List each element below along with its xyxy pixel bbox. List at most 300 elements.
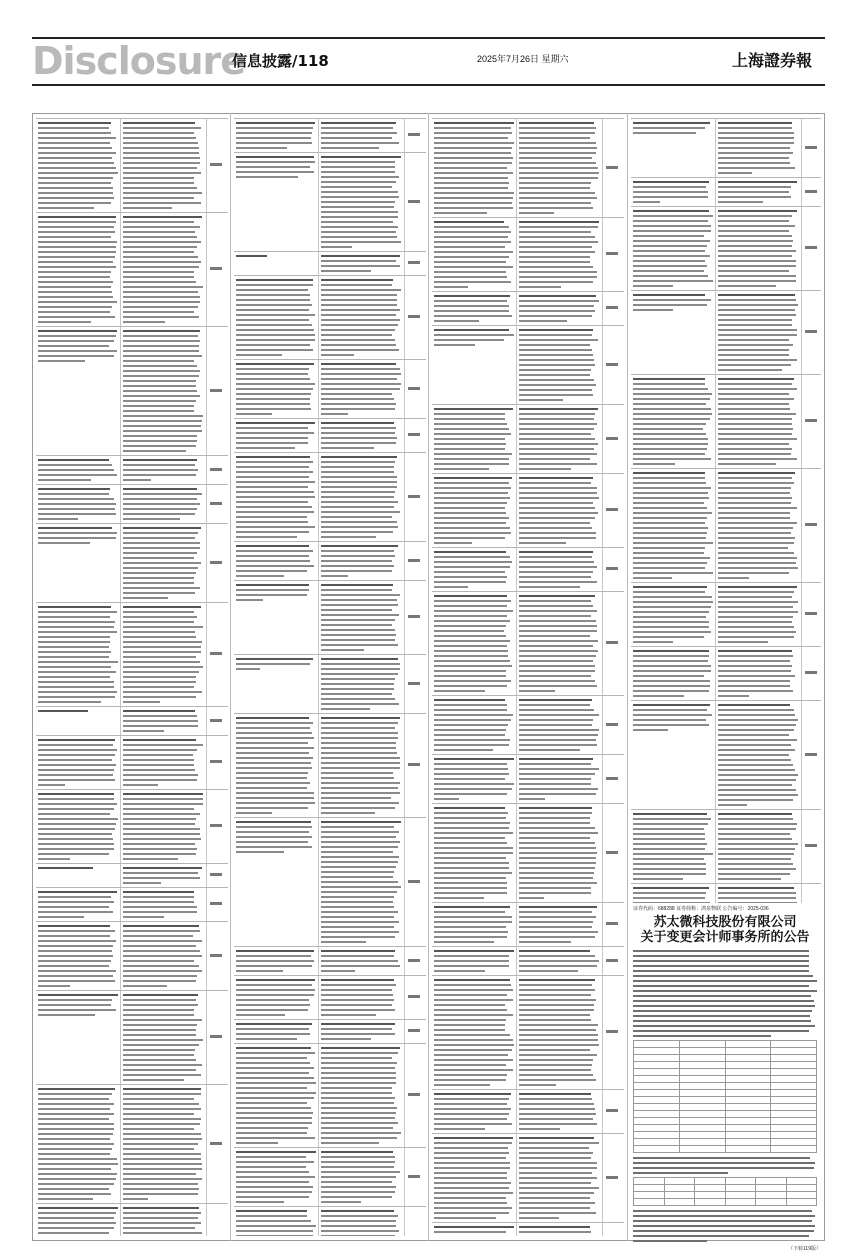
table-cell xyxy=(786,1178,817,1185)
text-line xyxy=(38,803,117,805)
text-line xyxy=(321,324,398,326)
text-line xyxy=(434,1059,513,1061)
text-line xyxy=(718,532,791,534)
text-line xyxy=(519,448,594,450)
text-line xyxy=(236,339,315,341)
text-line xyxy=(321,950,395,952)
text-line xyxy=(38,508,115,510)
text-line xyxy=(38,858,70,860)
text-line xyxy=(123,167,197,169)
text-line xyxy=(123,1009,194,1011)
text-line xyxy=(718,878,781,880)
text-line xyxy=(434,315,512,317)
text-line xyxy=(434,246,505,248)
text-line xyxy=(321,772,393,774)
text-line xyxy=(38,256,115,258)
text-line xyxy=(633,235,704,237)
text-line xyxy=(718,641,768,643)
text-line xyxy=(434,763,507,765)
text-line xyxy=(718,631,796,633)
text-line xyxy=(519,1157,591,1159)
change-type-marker xyxy=(606,1030,618,1033)
text-line xyxy=(718,235,792,237)
text-line xyxy=(321,979,394,981)
text-line xyxy=(38,488,110,490)
text-line xyxy=(434,142,514,144)
clause-text xyxy=(236,950,316,975)
text-line xyxy=(236,456,310,458)
text-line xyxy=(519,551,593,553)
text-line xyxy=(718,621,792,623)
text-line xyxy=(633,225,711,227)
table-row xyxy=(234,580,426,655)
clause-text xyxy=(434,122,514,217)
text-line xyxy=(236,147,287,149)
text-line xyxy=(519,236,595,238)
text-line xyxy=(434,344,475,346)
clause-text xyxy=(519,1226,599,1236)
text-line xyxy=(236,970,283,972)
text-line xyxy=(123,1148,194,1150)
text-line xyxy=(236,1097,314,1099)
clause-text xyxy=(633,650,713,700)
text-line xyxy=(123,187,197,189)
text-line xyxy=(38,1014,95,1016)
text-line xyxy=(38,769,114,771)
change-type-marker xyxy=(805,190,817,193)
text-line xyxy=(321,1210,394,1212)
text-line xyxy=(321,604,398,606)
text-line xyxy=(321,599,397,601)
clause-text xyxy=(434,807,514,902)
text-line xyxy=(519,670,595,672)
text-line xyxy=(38,464,112,466)
text-line xyxy=(519,1182,591,1184)
text-line xyxy=(321,970,355,972)
text-line xyxy=(321,871,394,873)
text-line xyxy=(236,526,315,528)
text-line xyxy=(434,537,505,539)
text-line xyxy=(38,1198,93,1200)
text-line xyxy=(633,1230,814,1232)
text-line xyxy=(236,1102,307,1104)
text-line xyxy=(123,720,198,722)
text-line xyxy=(718,191,789,193)
text-line xyxy=(321,752,397,754)
text-line xyxy=(38,187,113,189)
text-line xyxy=(718,660,790,662)
text-line xyxy=(434,852,513,854)
text-line xyxy=(236,737,314,739)
table-cell xyxy=(634,1139,680,1146)
table-cell xyxy=(634,1076,680,1083)
text-line xyxy=(236,383,315,385)
text-line xyxy=(123,370,200,372)
text-line xyxy=(434,576,507,578)
text-line xyxy=(434,147,512,149)
clause-text xyxy=(434,979,514,1089)
text-line xyxy=(519,1054,597,1056)
text-line xyxy=(519,1049,590,1051)
clause-text xyxy=(321,255,401,275)
table-row xyxy=(634,1055,817,1062)
table-cell xyxy=(634,1090,680,1097)
text-line xyxy=(519,527,592,529)
text-line xyxy=(123,641,202,643)
text-line xyxy=(236,797,314,799)
text-line xyxy=(718,572,789,574)
text-line xyxy=(434,581,506,583)
text-line xyxy=(434,660,510,662)
text-line xyxy=(236,1023,312,1025)
table-row xyxy=(631,374,821,469)
text-line xyxy=(434,192,514,194)
text-line xyxy=(434,551,506,553)
text-line xyxy=(236,176,298,178)
text-line xyxy=(434,561,512,563)
text-line xyxy=(321,521,397,523)
text-line xyxy=(633,631,711,633)
text-line xyxy=(38,833,112,835)
text-line xyxy=(718,685,790,687)
text-line xyxy=(123,935,193,937)
text-column-4 xyxy=(631,118,821,903)
change-type-marker xyxy=(210,1142,222,1145)
clause-text xyxy=(236,422,316,452)
table-cell xyxy=(634,1199,665,1206)
text-line xyxy=(321,1112,396,1114)
text-line xyxy=(718,749,795,751)
text-line xyxy=(38,985,70,987)
clause-text xyxy=(718,472,798,582)
table-row xyxy=(36,326,228,456)
text-line xyxy=(321,851,393,853)
text-line xyxy=(321,211,398,213)
table-cell xyxy=(695,1185,726,1192)
text-line xyxy=(236,826,312,828)
text-line xyxy=(434,1226,514,1228)
text-line xyxy=(434,872,512,874)
text-line xyxy=(633,1172,728,1174)
notice-body-continued xyxy=(633,1157,817,1174)
text-line xyxy=(633,1235,809,1237)
text-line xyxy=(321,236,397,238)
text-line xyxy=(434,1187,509,1189)
text-line xyxy=(123,122,195,124)
text-line xyxy=(123,853,196,855)
text-line xyxy=(236,1176,315,1178)
text-line xyxy=(123,537,195,539)
text-line xyxy=(123,626,203,628)
table-row xyxy=(234,946,426,976)
text-line xyxy=(718,794,798,796)
text-line xyxy=(236,589,309,591)
clause-text xyxy=(38,488,118,523)
text-line xyxy=(38,157,112,159)
text-line xyxy=(519,251,595,253)
text-line xyxy=(123,1118,201,1120)
text-line xyxy=(519,635,590,637)
text-line xyxy=(434,433,511,435)
table-row xyxy=(634,1076,817,1083)
text-line xyxy=(633,990,817,992)
text-line xyxy=(123,838,201,840)
text-line xyxy=(633,641,673,643)
text-line xyxy=(519,246,592,248)
text-line xyxy=(123,793,203,795)
text-line xyxy=(633,636,704,638)
text-line xyxy=(38,1113,114,1115)
text-line xyxy=(236,481,315,483)
text-line xyxy=(38,994,118,996)
text-line xyxy=(633,695,684,697)
text-line xyxy=(123,656,196,658)
text-line xyxy=(434,1093,511,1095)
text-line xyxy=(434,960,509,962)
text-line xyxy=(633,294,705,296)
text-line xyxy=(123,960,194,962)
text-line xyxy=(434,1182,511,1184)
text-line xyxy=(434,1009,507,1011)
text-line xyxy=(236,354,282,356)
text-line xyxy=(38,626,114,628)
table-cell xyxy=(771,1076,817,1083)
text-line xyxy=(519,1098,592,1100)
text-line xyxy=(38,306,112,308)
text-line xyxy=(633,729,668,731)
text-line xyxy=(123,1088,201,1090)
text-line xyxy=(718,314,796,316)
text-line xyxy=(321,1235,395,1236)
text-line xyxy=(38,691,117,693)
text-line xyxy=(519,921,593,923)
text-line xyxy=(123,527,201,529)
text-line xyxy=(38,965,109,967)
text-line xyxy=(38,142,110,144)
text-line xyxy=(123,577,194,579)
text-line xyxy=(236,398,310,400)
change-type-marker xyxy=(210,954,222,957)
text-line xyxy=(236,550,313,552)
text-line xyxy=(38,774,113,776)
text-line xyxy=(633,897,705,899)
text-line xyxy=(718,650,792,652)
table-cell xyxy=(771,1048,817,1055)
clause-text xyxy=(519,221,599,291)
table-row xyxy=(234,1043,426,1148)
text-line xyxy=(236,349,313,351)
text-line xyxy=(434,1217,496,1219)
text-line xyxy=(718,423,792,425)
text-line xyxy=(434,522,506,524)
table-row xyxy=(36,990,228,1085)
text-line xyxy=(321,550,394,552)
text-line xyxy=(236,722,313,724)
text-line xyxy=(633,1025,815,1027)
text-line xyxy=(321,398,394,400)
text-line xyxy=(633,210,709,212)
text-line xyxy=(519,384,596,386)
clause-text xyxy=(236,545,316,580)
text-line xyxy=(236,1201,284,1203)
clause-text xyxy=(434,950,514,975)
text-line xyxy=(236,1107,311,1109)
text-line xyxy=(434,221,504,223)
text-line xyxy=(718,769,795,771)
text-line xyxy=(123,440,197,442)
text-line xyxy=(519,1093,591,1095)
text-line xyxy=(321,531,393,533)
text-line xyxy=(718,403,789,405)
text-line xyxy=(718,586,797,588)
text-line xyxy=(519,344,590,346)
text-line xyxy=(123,965,199,967)
text-line xyxy=(434,212,487,214)
text-line xyxy=(718,744,791,746)
text-line xyxy=(236,1092,316,1094)
clause-text xyxy=(633,294,713,314)
text-line xyxy=(718,709,794,711)
text-line xyxy=(633,477,705,479)
change-type-marker xyxy=(210,1035,222,1038)
change-type-marker xyxy=(408,133,420,136)
text-line xyxy=(321,491,395,493)
text-line xyxy=(633,1210,812,1212)
text-line xyxy=(38,631,117,633)
text-line xyxy=(321,378,397,380)
clause-text xyxy=(236,279,316,359)
text-line xyxy=(236,575,284,577)
text-line xyxy=(123,1024,197,1026)
text-line xyxy=(38,360,85,362)
clause-text xyxy=(321,156,401,251)
text-line xyxy=(38,167,116,169)
text-line xyxy=(434,1147,508,1149)
text-line xyxy=(434,1103,507,1105)
text-line xyxy=(434,202,512,204)
change-type-marker xyxy=(805,671,817,674)
text-line xyxy=(519,413,595,415)
text-line xyxy=(519,453,597,455)
text-line xyxy=(321,137,392,139)
text-line xyxy=(434,832,513,834)
text-line xyxy=(236,1181,309,1183)
text-line xyxy=(321,309,400,311)
table-row xyxy=(432,902,624,947)
text-line xyxy=(633,970,809,972)
table-cell xyxy=(725,1090,771,1097)
text-line xyxy=(236,289,308,291)
table-cell xyxy=(634,1185,665,1192)
change-type-marker xyxy=(408,1093,420,1096)
table-cell xyxy=(771,1083,817,1090)
text-line xyxy=(434,251,513,253)
text-line xyxy=(519,640,598,642)
text-line xyxy=(718,719,798,721)
clause-text xyxy=(718,586,798,646)
text-line xyxy=(633,275,708,277)
text-line xyxy=(38,1173,117,1175)
table-cell xyxy=(634,1041,680,1048)
table-cell xyxy=(771,1062,817,1069)
text-line xyxy=(123,1193,198,1195)
text-line xyxy=(236,762,311,764)
text-line xyxy=(434,877,506,879)
text-line xyxy=(718,413,796,415)
text-line xyxy=(434,1004,505,1006)
text-line xyxy=(123,1113,194,1115)
text-line xyxy=(236,545,309,547)
text-line xyxy=(123,182,194,184)
text-line xyxy=(123,970,202,972)
table-cell xyxy=(634,1118,680,1125)
text-line xyxy=(633,567,705,569)
table-cell xyxy=(725,1125,771,1132)
text-line xyxy=(236,584,309,586)
table-row xyxy=(432,946,624,976)
text-line xyxy=(38,1168,111,1170)
text-line xyxy=(519,783,591,785)
text-line xyxy=(321,757,400,759)
text-line xyxy=(434,137,508,139)
text-line xyxy=(633,1020,811,1022)
text-line xyxy=(236,142,312,144)
notice-body xyxy=(633,950,817,1037)
table-row xyxy=(631,809,821,884)
text-line xyxy=(519,408,598,410)
clause-text xyxy=(718,887,798,903)
text-line xyxy=(434,984,511,986)
text-line xyxy=(633,201,660,203)
text-line xyxy=(519,197,597,199)
text-line xyxy=(123,701,160,703)
text-line xyxy=(434,675,506,677)
text-line xyxy=(321,265,400,267)
text-line xyxy=(718,680,790,682)
text-line xyxy=(718,359,797,361)
text-line xyxy=(236,427,308,429)
text-line xyxy=(434,266,513,268)
text-line xyxy=(434,867,509,869)
clause-text xyxy=(38,925,118,990)
text-line xyxy=(123,911,197,913)
clause-text xyxy=(633,181,713,206)
text-line xyxy=(633,393,712,395)
text-line xyxy=(321,1092,392,1094)
text-line xyxy=(434,413,505,415)
table-cell xyxy=(679,1090,725,1097)
change-type-marker xyxy=(606,363,618,366)
text-line xyxy=(123,430,202,432)
clause-text xyxy=(718,704,798,809)
text-line xyxy=(434,989,513,991)
text-line xyxy=(434,1039,513,1041)
text-line xyxy=(236,1014,285,1016)
table-cell xyxy=(725,1062,771,1069)
table-cell xyxy=(679,1069,725,1076)
text-line xyxy=(434,1152,509,1154)
text-line xyxy=(434,241,511,243)
text-line xyxy=(236,989,315,991)
table-cell xyxy=(679,1083,725,1090)
text-line xyxy=(519,941,571,943)
text-line xyxy=(123,464,195,466)
table-row xyxy=(634,1111,817,1118)
text-line xyxy=(38,498,114,500)
text-line xyxy=(123,945,196,947)
text-line xyxy=(434,955,509,957)
text-line xyxy=(321,1220,396,1222)
